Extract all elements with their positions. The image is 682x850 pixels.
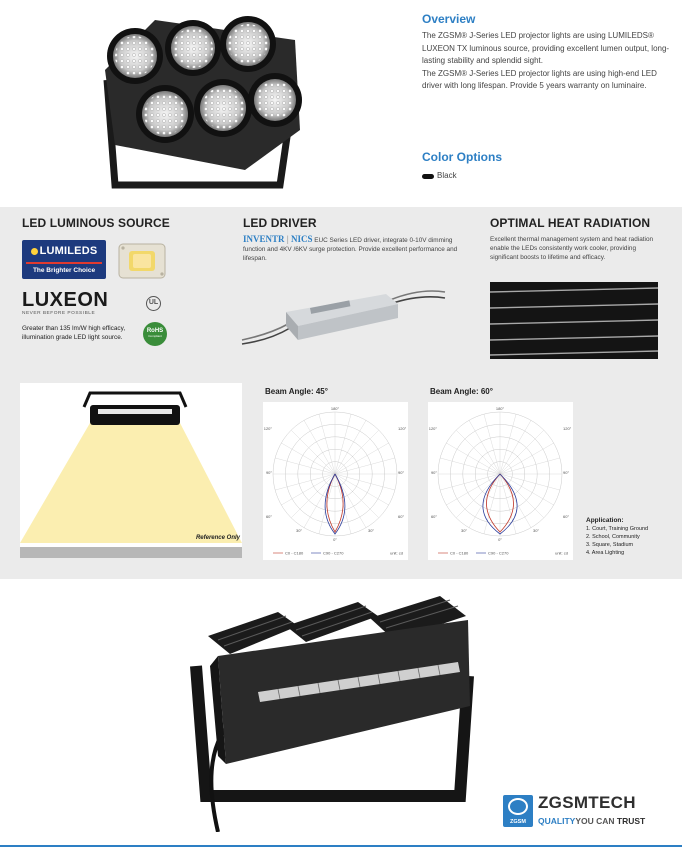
- lumileds-tagline: The Brighter Choice: [32, 267, 96, 274]
- polar-grid-spoke: [500, 474, 544, 518]
- inventronics-logo: INVENTR | NICS: [243, 234, 313, 244]
- polar-grid-spoke: [304, 420, 335, 474]
- brand-slogan-trust: TRUST: [616, 816, 646, 826]
- polar-grid-spoke: [469, 420, 500, 474]
- overview-heading: Overview: [422, 12, 476, 26]
- lumileds-sun-icon: [31, 248, 38, 255]
- luxeon-wordmark: LUXEON: [22, 289, 109, 311]
- polar-grid-spoke: [440, 474, 500, 490]
- polar-grid-spoke: [446, 474, 500, 505]
- polar-grid-spoke: [319, 414, 335, 474]
- unit-label: unit: cd: [555, 550, 568, 556]
- polar-grid-spoke: [335, 474, 379, 518]
- brand-slogan-mid: YOU CAN: [575, 816, 617, 826]
- polar-grid-spoke: [500, 458, 560, 474]
- application-item: 2. School, Community: [586, 534, 640, 540]
- led-chip-image: [115, 238, 170, 286]
- bottom-rule: [0, 845, 682, 847]
- polar-tick-label: 30°: [532, 528, 540, 533]
- application-list: [586, 517, 678, 557]
- ul-mark-icon: [146, 296, 161, 311]
- zgsm-badge-text: ZGSM: [510, 819, 526, 825]
- beam-chart-1-polar: [263, 402, 408, 560]
- polar-grid-spoke: [335, 474, 395, 490]
- inventronics-logo-a: INVENTR: [243, 234, 285, 244]
- beam-demo-illustration: [20, 383, 242, 558]
- brand-slogan-quality: QUALITY: [538, 816, 576, 826]
- application-item: 4. Area Lighting: [586, 550, 625, 556]
- polar-tick-label: 90°: [265, 470, 272, 475]
- polar-grid-spoke: [335, 430, 379, 474]
- beam-chart-1-label: Beam Angle: 45°: [265, 387, 328, 396]
- polar-tick-label: 60°: [265, 514, 272, 519]
- polar-tick-label: 90°: [563, 470, 570, 475]
- heat-heading: OPTIMAL HEAT RADIATION: [490, 216, 651, 230]
- polar-tick-label: 90°: [430, 470, 437, 475]
- polar-tick-label: 180°: [330, 406, 340, 411]
- black-swatch-icon: [422, 174, 434, 179]
- lumileds-wordmark: LUMILEDS: [39, 245, 98, 257]
- heatsink-fins-image: [490, 282, 658, 359]
- polar-grid-spoke: [281, 443, 335, 474]
- polar-grid-spoke: [500, 474, 554, 505]
- polar-tick-label: 120°: [398, 426, 407, 431]
- polar-grid-spoke: [335, 474, 366, 528]
- led-driver-section: [243, 216, 473, 263]
- brand-slogan: [538, 816, 645, 826]
- reference-only-note: Reference Only: [195, 535, 240, 541]
- heat-description: Excellent thermal management system and heat radiation enable the LEDs consistently work cooler, providing significant boosts to lifetime and efficacy.: [490, 236, 654, 261]
- lumileds-logo: [22, 240, 106, 279]
- led-source-description: Greater than 135 lm/W high efficacy, illumination grade LED light source.: [22, 325, 126, 341]
- polar-grid-spoke: [500, 420, 531, 474]
- polar-grid-spoke: [500, 474, 560, 490]
- brand-logo: [503, 792, 668, 830]
- overview-section: [422, 12, 677, 93]
- heat-section: [490, 216, 665, 262]
- led-driver-heading: LED DRIVER: [243, 216, 317, 230]
- polar-grid-spoke: [440, 458, 500, 474]
- led-driver-image: [240, 282, 450, 354]
- rohs-text: RoHS: [146, 328, 164, 334]
- led-driver-desc-text: EUC Series LED driver, integrate 0-10V dimming function and 4KV /6KV surge protection. Provide excellent performance and lifespan.: [243, 237, 458, 262]
- polar-grid-spoke: [484, 414, 500, 474]
- ul-mark-text: UL: [148, 299, 159, 306]
- overview-paragraph-1: The ZGSM® J-Series LED projector lights are using LUMILEDS® LUXEON TX luminous source, providing excellent lumen output, long-lasting stability and splendid sight.: [422, 31, 670, 65]
- polar-tick-label: 60°: [398, 514, 405, 519]
- application-item: 3. Square, Stadium: [586, 542, 634, 548]
- led-source-heading: LED LUMINOUS SOURCE: [22, 216, 170, 230]
- rohs-badge-icon: [143, 322, 167, 346]
- polar-tick-label: 30°: [295, 528, 303, 533]
- application-heading: Application:: [586, 517, 624, 524]
- application-item: 1. Court, Training Ground: [586, 526, 649, 532]
- polar-grid-spoke: [275, 458, 335, 474]
- polar-grid-spoke: [275, 474, 335, 490]
- rohs-sub: Compliant: [148, 334, 162, 338]
- polar-grid-spoke: [500, 430, 544, 474]
- polar-grid-spoke: [469, 474, 500, 528]
- polar-grid-spoke: [500, 474, 531, 528]
- polar-tick-label: 60°: [430, 514, 437, 519]
- polar-grid-spoke: [335, 414, 351, 474]
- color-options-section: [422, 150, 677, 183]
- polar-grid-spoke: [291, 474, 335, 518]
- unit-label: unit: cd: [390, 550, 403, 556]
- beam-chart-2-label: Beam Angle: 60°: [430, 387, 493, 396]
- polar-grid-spoke: [291, 430, 335, 474]
- color-options-heading: Color Options: [422, 150, 502, 164]
- overview-paragraph-2: The ZGSM® J-Series LED projector lights are using high-end LED driver with long lifespan. Provide 5 years warranty on luminaire.: [422, 68, 657, 90]
- polar-tick-label: 120°: [563, 426, 572, 431]
- brand-name: ZGSMTECH: [538, 793, 636, 812]
- polar-grid-spoke: [500, 414, 516, 474]
- inventronics-logo-b: NICS: [291, 234, 313, 244]
- polar-grid-spoke: [446, 443, 500, 474]
- polar-grid-spoke: [456, 430, 500, 474]
- polar-grid-spoke: [304, 474, 335, 528]
- polar-tick-label: 90°: [398, 470, 405, 475]
- polar-grid-spoke: [335, 458, 395, 474]
- legend-label-c90: C90 - C270: [323, 550, 344, 556]
- polar-grid-spoke: [335, 420, 366, 474]
- legend-label-c0: C0 - C180: [285, 550, 304, 556]
- product-image-side: [178, 596, 480, 832]
- led-source-section: [22, 216, 222, 230]
- led-driver-description: [243, 235, 473, 263]
- polar-tick-label: 120°: [428, 426, 437, 431]
- polar-grid-spoke: [335, 443, 389, 474]
- legend-label-c0: C0 - C180: [450, 550, 469, 556]
- color-option-black: [422, 170, 677, 183]
- zgsm-badge-icon: [503, 795, 533, 827]
- product-image-front: [95, 10, 310, 200]
- polar-tick-label: 180°: [495, 406, 505, 411]
- polar-grid-spoke: [500, 443, 554, 474]
- luxeon-tagline: NEVER BEFORE POSSIBLE: [22, 311, 96, 316]
- polar-tick-label: 30°: [367, 528, 375, 533]
- polar-tick-label: 30°: [460, 528, 468, 533]
- polar-tick-label: 0°: [498, 537, 502, 542]
- polar-tick-label: 120°: [263, 426, 272, 431]
- beam-chart-2-polar: [428, 402, 573, 560]
- legend-label-c90: C90 - C270: [488, 550, 509, 556]
- polar-tick-label: 60°: [563, 514, 570, 519]
- color-option-label: Black: [437, 171, 457, 180]
- polar-tick-label: 0°: [333, 537, 337, 542]
- luxeon-logo: [22, 290, 132, 316]
- polar-grid-spoke: [456, 474, 500, 518]
